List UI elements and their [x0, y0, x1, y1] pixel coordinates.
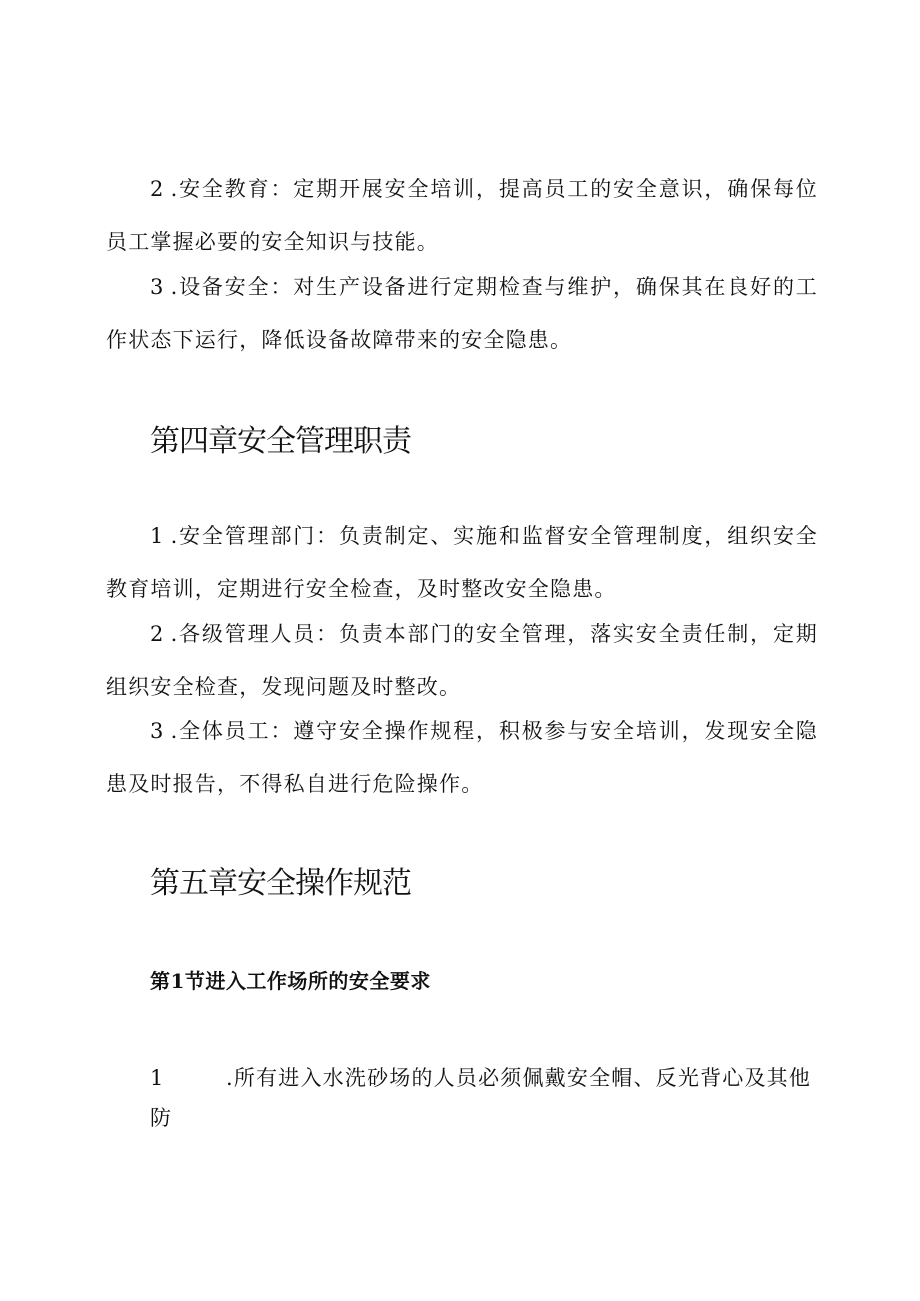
chapter-5-title: 第五章安全操作规范 [150, 866, 411, 901]
section-1-title: 第1节进入工作场所的安全要求 [150, 969, 431, 993]
ch4-item-3 [106, 705, 818, 811]
item-text: .设备安全：对生产设备进行定期检查与维护，确保其在良好的工作状态下运行，降低设备故障带来的安全隐患。 [106, 275, 818, 352]
item-number: 2 [150, 177, 165, 201]
item-number: 1 [150, 1066, 165, 1090]
ch3-item-2 [106, 163, 818, 269]
item-number: 2 [150, 622, 165, 646]
item-number: 3 [150, 719, 165, 743]
item-number: 1 [150, 524, 165, 548]
ch5-s1-item-1 [150, 1058, 818, 1138]
item-text: .安全教育：定期开展安全培训，提高员工的安全意识，确保每位员工掌握必要的安全知识与技能。 [106, 177, 818, 254]
item-text: .安全管理部门：负责制定、实施和监督安全管理制度，组织安全教育培训，定期进行安全检查，及时整改安全隐患。 [106, 524, 818, 601]
ch4-item-1 [106, 510, 818, 616]
ch3-item-3 [106, 261, 818, 367]
item-text: .所有进入水洗砂场的人员必须佩戴安全帽、反光背心及其他防 [150, 1066, 812, 1130]
item-number: 3 [150, 275, 165, 299]
item-text: .各级管理人员：负责本部门的安全管理，落实安全责任制，定期组织安全检查，发现问题及时整改。 [106, 622, 818, 699]
item-text: .全体员工：遵守安全操作规程，积极参与安全培训，发现安全隐患及时报告，不得私自进行危险操作。 [106, 719, 818, 796]
ch4-item-2 [106, 608, 818, 714]
chapter-4-title: 第四章安全管理职责 [150, 424, 411, 459]
